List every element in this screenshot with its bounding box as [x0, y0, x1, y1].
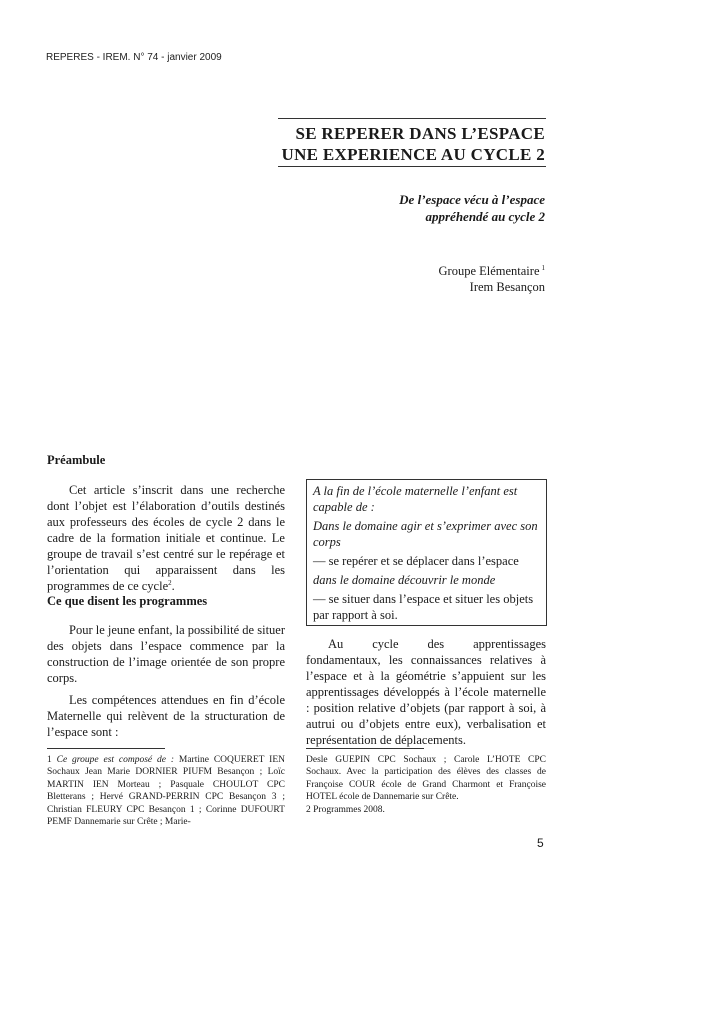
author-line-1 [439, 264, 546, 279]
subtitle-line-1: De l’espace vécu à l’espace [399, 192, 545, 207]
running-head: REPERES - IREM. N° 74 - janvier 2009 [46, 52, 222, 63]
preambule-footnote-ref: 2 [168, 579, 172, 587]
box-intro: A la fin de l’école maternelle l’enfant est capable de : [313, 484, 518, 514]
footnote-1-text: Martine COQUERET IEN Sochaux Jean Marie DORNIER PIUFM Besançon ; Loïc MARTIN IEN Morteau ; Pasquale CHOULOT CPC Bletterans ; Hervé GRAND-PERRIN CPC Besançon 3 ; Christian FLEURY CPC Besançon 1 ; Corinne DUFOURT PEMF Dannemarie sur Crête ; Marie- [47, 755, 285, 828]
title-top-rule [278, 118, 546, 119]
programmes-paragraph-2: Les compétences attendues en fin d’école Maternelle qui relèvent de la structuration de l’espace sont : [47, 693, 285, 739]
box-item-1: — se repérer et se déplacer dans l’espace [313, 554, 519, 568]
preambule-heading: Préambule [47, 453, 106, 467]
preambule-text: Cet article s’inscrit dans une recherche dont l’objet est l’élaboration d’outils destinés aux professeurs des écoles de cycle 2 dans le cadre de la formation initiale et continue. Le groupe de travail s’est centré sur le repérage et l’orientation qui apparaissent dans les programmes de ce cycle [47, 483, 285, 593]
box-domain-2: dans le domaine découvrir le monde [313, 573, 496, 587]
programmes-paragraph-1: Pour le jeune enfant, la possibilité de situer des objets dans l’espace commence par la construction de l’image orientée de son propre corps. [47, 623, 285, 685]
footnote-rule-left [47, 748, 165, 749]
footnote-1-intro: Ce groupe est composé de : [56, 755, 174, 765]
footnote-2: 2 Programmes 2008. [306, 804, 385, 815]
author-group: Groupe Elémentaire [438, 264, 540, 278]
footnote-1-number: 1 [47, 755, 52, 765]
programmes-heading: Ce que disent les programmes [47, 594, 208, 608]
cycle-paragraph: Au cycle des apprentissages fondamentaux, les connaissances relatives à l’espace et à la géométrie s’appuient sur les apprentissages développés à l’école maternelle : position relative d’objets (par rapport à soi, à autrui ou d’objets entre eux), verbalisation et représentation de déplacements. [306, 637, 546, 747]
footnote-right [306, 754, 546, 816]
footnote-left [47, 754, 285, 828]
footnote-rule-right [306, 748, 424, 749]
competences-box [306, 479, 547, 626]
footnote-1-continued: Desle GUEPIN CPC Sochaux ; Carole L’HOTE CPC Sochaux. Avec la participation des élèves des classes de Françoise COUR école de Grand Charmont et Françoise HOTEL école de Dannemarie sur Crête. [306, 755, 546, 803]
title-line-1: SE REPERER DANS L’ESPACE [295, 124, 545, 143]
box-item-2: — se situer dans l’espace et situer les objets par rapport à soi. [313, 592, 534, 622]
title-bottom-rule [278, 166, 546, 167]
preambule-paragraph [47, 482, 285, 594]
page-number: 5 [537, 836, 544, 850]
author-line-2: Irem Besançon [469, 280, 545, 294]
title-line-2: UNE EXPERIENCE AU CYCLE 2 [281, 145, 545, 164]
preambule-text-end: . [171, 579, 175, 593]
box-domain-1: Dans le domaine agir et s’exprimer avec son corps [313, 519, 538, 549]
subtitle-line-2: appréhendé au cycle 2 [425, 209, 545, 224]
author-footnote-ref: 1 [541, 264, 545, 272]
